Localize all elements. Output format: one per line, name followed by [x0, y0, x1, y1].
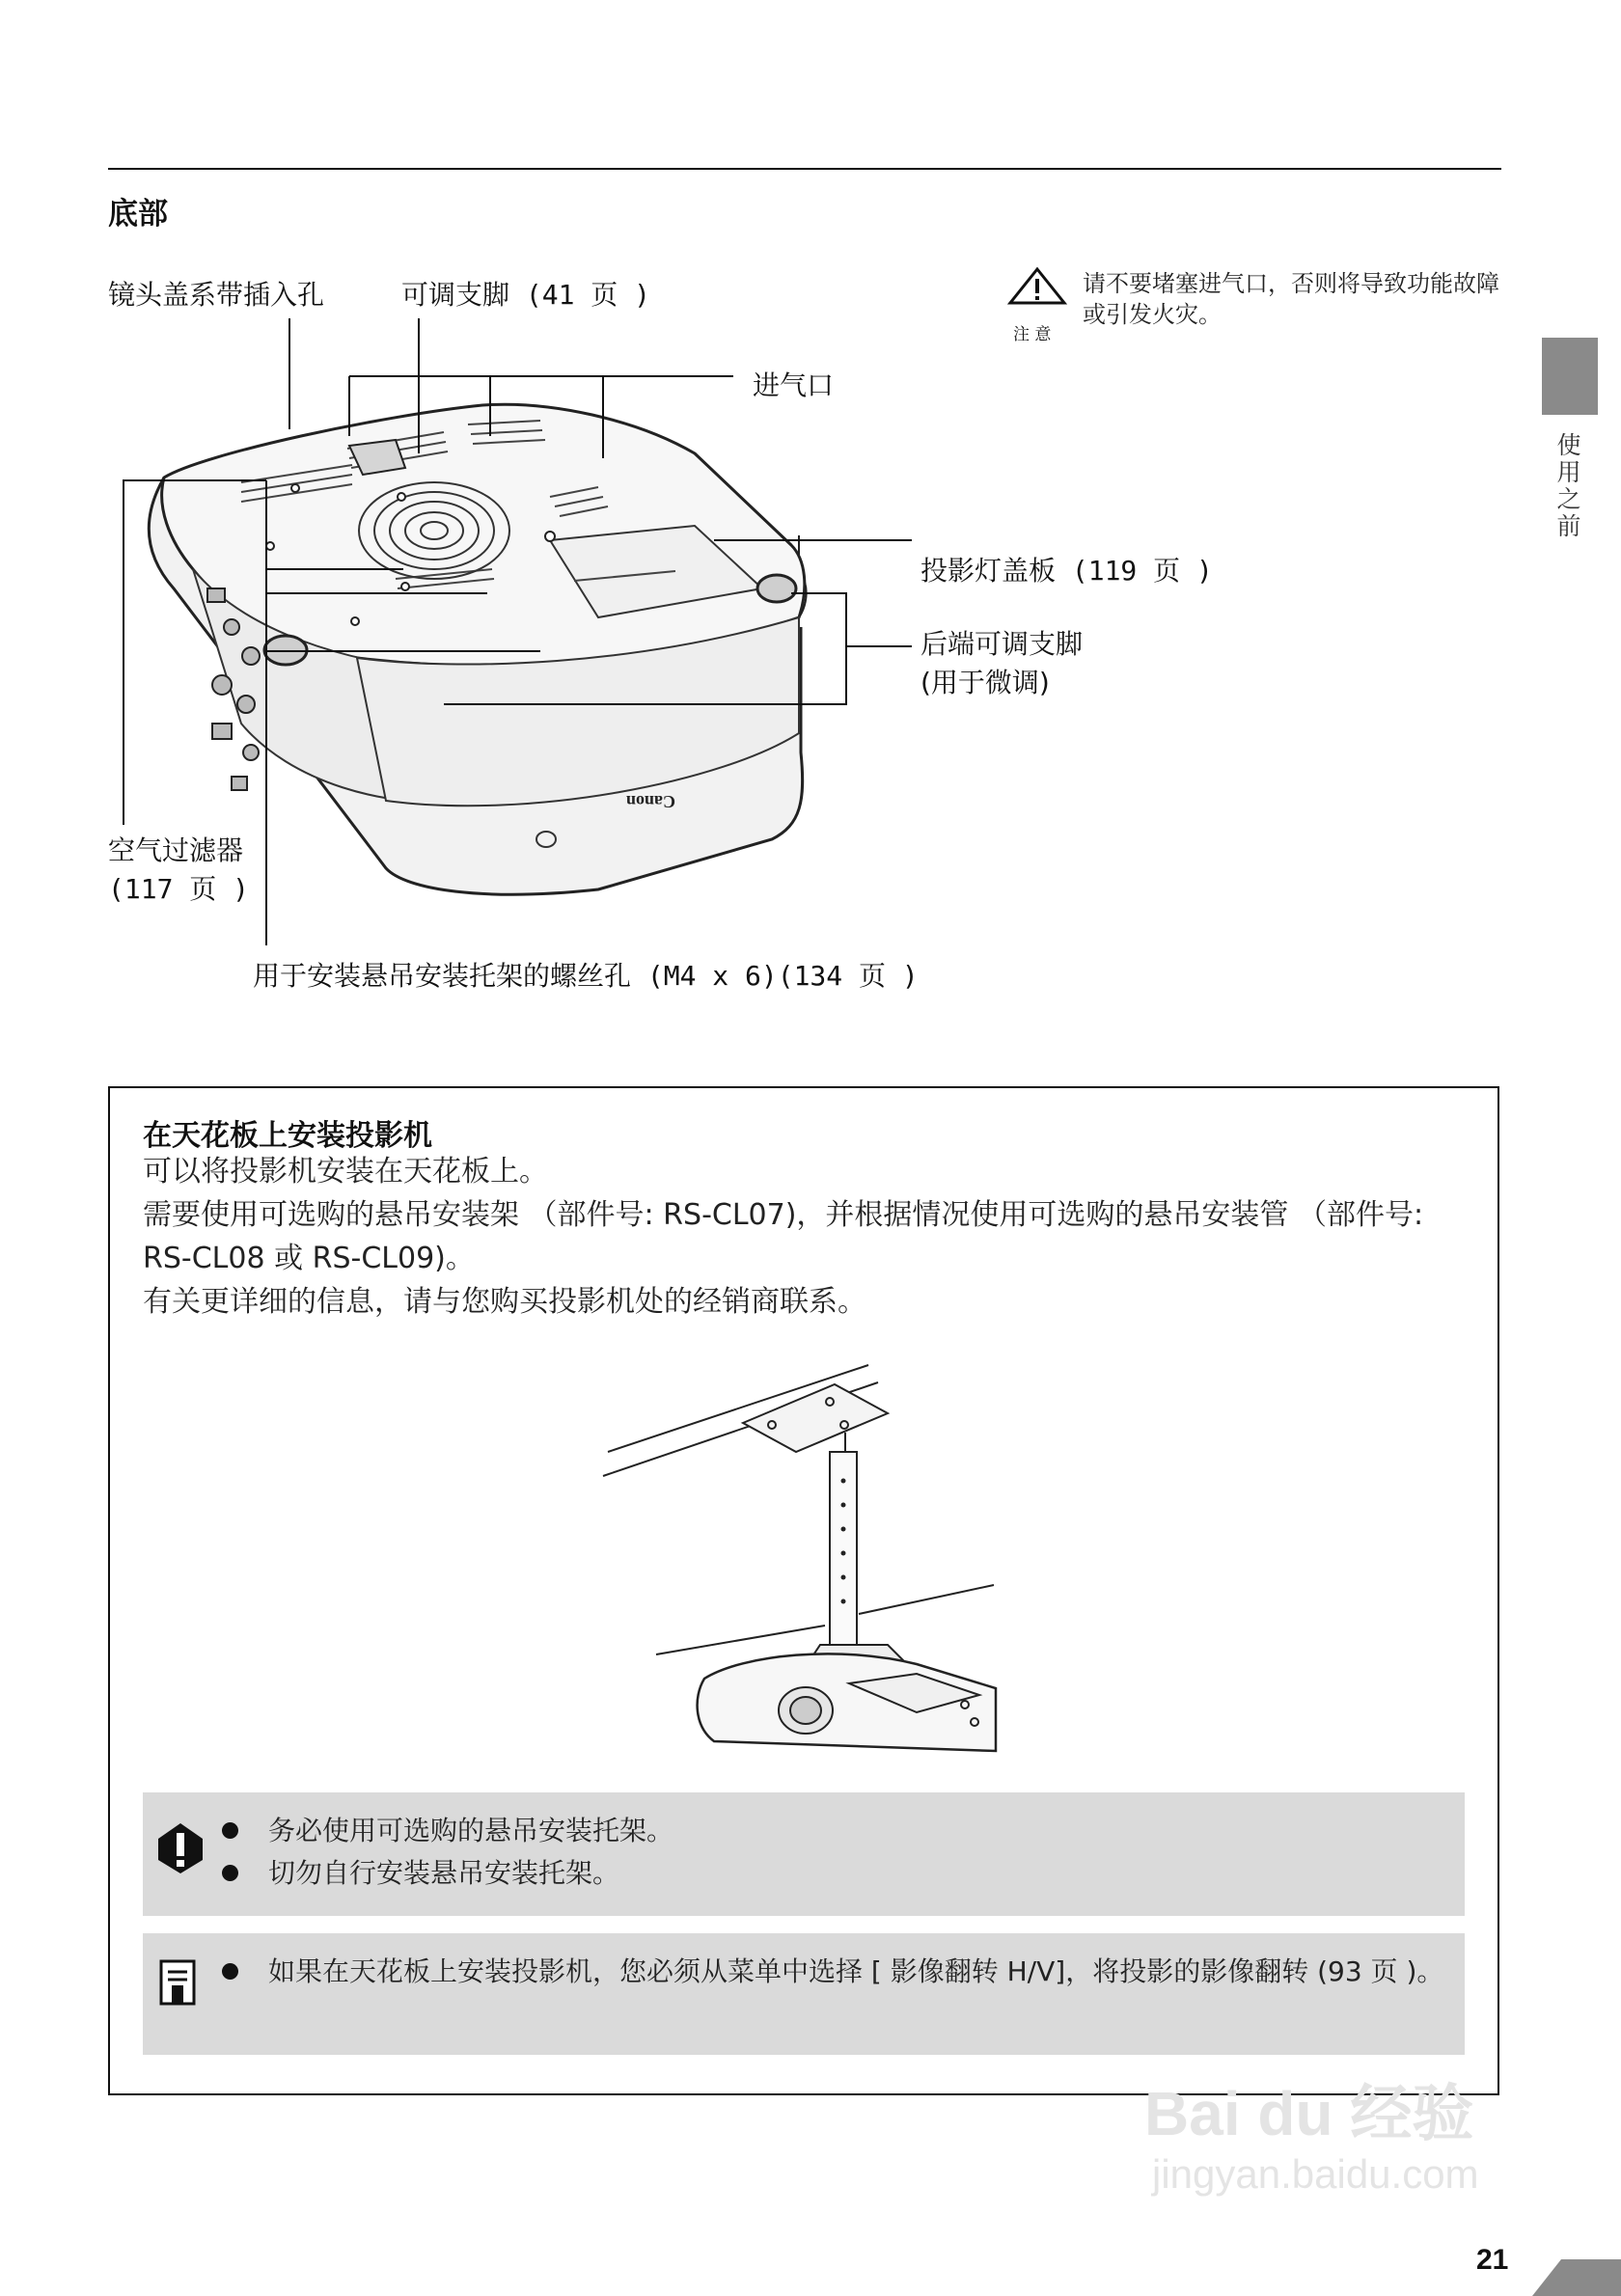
warning-icon [156, 1821, 205, 1875]
caution-icon-caption: 注 意 [1013, 325, 1052, 344]
warning-item: 切勿自行安装悬吊安装托架。 [220, 1852, 1445, 1895]
side-tab-marker [1542, 338, 1598, 415]
memo-list [220, 1951, 1445, 1993]
baidu-watermark-url: jingyan.baidu.com [1152, 2151, 1479, 2197]
label-rear-foot-note: (用于微调) [920, 667, 1050, 698]
label-screw-holes: 用于安装悬吊安装托架的螺丝孔 (M4 x 6)(134 页 ) [253, 960, 919, 992]
ceiling-line-1: 可以将投影机安装在天花板上。 [143, 1155, 548, 1189]
page-number: 21 [1476, 2244, 1509, 2276]
ceiling-mount-illustration [598, 1355, 1013, 1761]
warning-list [220, 1810, 1445, 1895]
top-rule [108, 168, 1501, 170]
label-air-filter: 空气过滤器 [108, 834, 244, 866]
memo-icon [158, 1958, 197, 2009]
ceiling-line-2: 需要使用可选购的悬吊安装架 （部件号: RS-CL07)，并根据情况使用可选购的悬吊安装管 （部件号: RS-CL08 或 RS-CL09)。 [143, 1198, 1424, 1275]
caution-text: 请不要堵塞进气口，否则将导致功能故障或引发火灾。 [1083, 270, 1499, 328]
label-air-inlet: 进气口 [753, 369, 835, 401]
memo-item: 如果在天花板上安装投影机，您必须从菜单中选择 [ 影像翻转 H/V]，将投影的影像翻转 (93 页 )。 [220, 1951, 1445, 1993]
ceiling-line-3: 有关更详细的信息，请与您购买投影机处的经销商联系。 [143, 1285, 866, 1319]
baidu-watermark: Bai du 经验 [1144, 2079, 1474, 2148]
page-corner-marker [1532, 2240, 1621, 2296]
memo-note [143, 1933, 1465, 2055]
label-lens-strap-hole: 镜头盖系带插入孔 [108, 279, 325, 311]
ceiling-install-title: 在天花板上安装投影机 [143, 1119, 432, 1153]
projector-bottom-diagram [96, 299, 965, 955]
brand-logo: Canon [625, 792, 675, 811]
label-lamp-cover: 投影灯盖板 (119 页 ) [920, 555, 1213, 587]
warning-note [143, 1792, 1465, 1916]
label-rear-foot: 后端可调支脚 [920, 628, 1084, 660]
label-adjustable-foot: 可调支脚 (41 页 ) [401, 279, 651, 311]
section-title: 底部 [108, 197, 168, 232]
caution-icon [1003, 266, 1071, 320]
side-tab-label: 使用之前 [1553, 432, 1581, 540]
label-air-filter-page: (117 页 ) [108, 873, 250, 905]
warning-item: 务必使用可选购的悬吊安装托架。 [220, 1810, 1445, 1852]
ceiling-install-body [143, 1150, 1474, 1324]
